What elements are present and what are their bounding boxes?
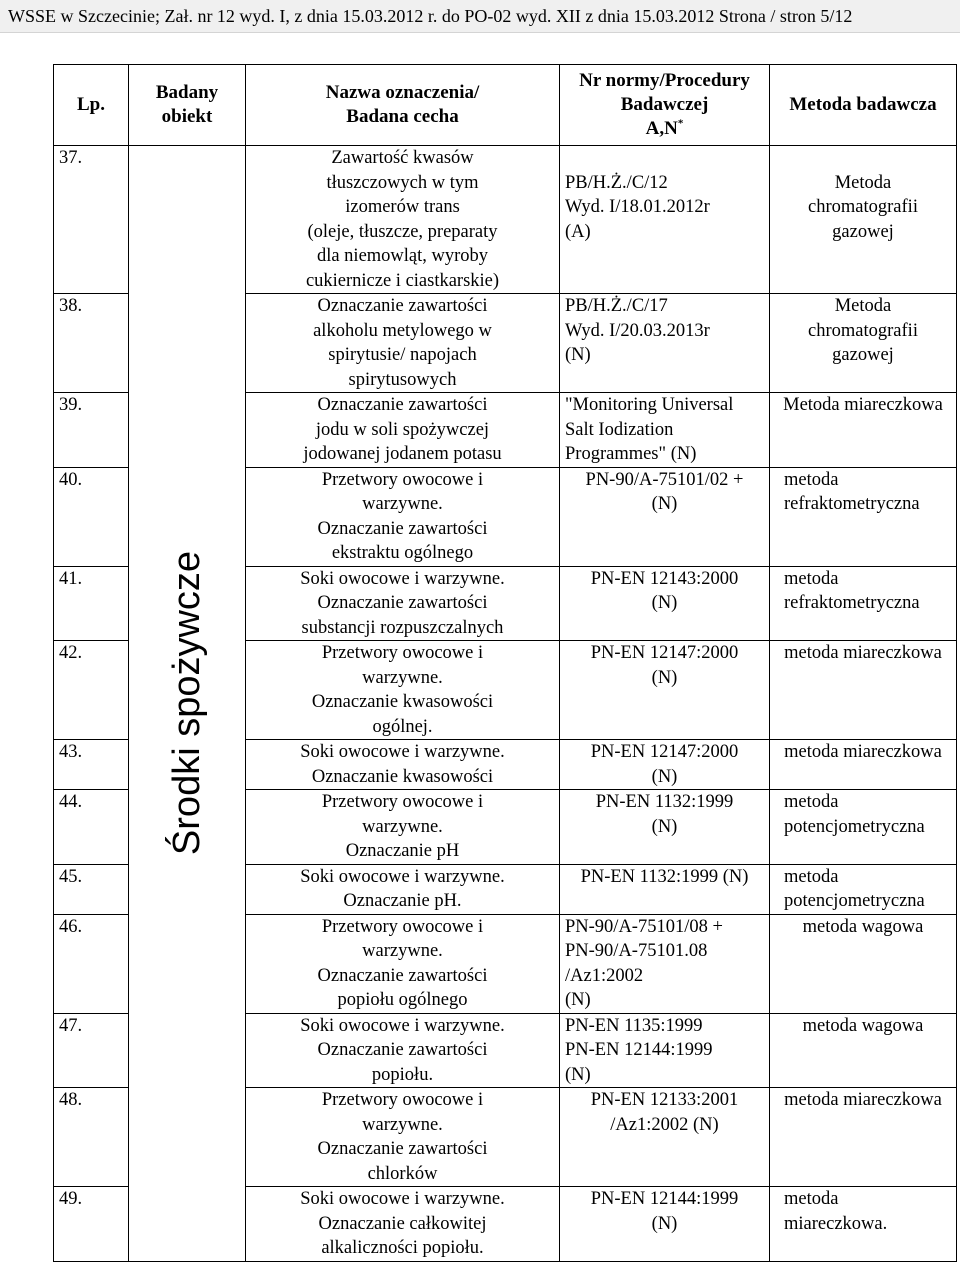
- norm-number: [560, 294, 770, 393]
- test-name: [246, 641, 560, 740]
- test-name-line: Oznaczanie pH: [345, 841, 460, 861]
- norm-number-line: PN-EN 12143:2000: [590, 568, 739, 589]
- test-method-line: metoda wagowa: [802, 1015, 924, 1036]
- norm-number-line: Salt Iodization: [565, 419, 674, 440]
- test-name-line: Soki owocowe i warzywne.: [300, 568, 505, 589]
- norm-number: [560, 393, 770, 468]
- norm-number-line: PN-90/A-75101.08: [565, 941, 708, 961]
- norm-number-line: /Az1:2002 (N): [610, 1114, 719, 1135]
- test-method: [770, 566, 957, 641]
- norm-number-line: (N): [651, 593, 678, 613]
- test-name-line: warzywne.: [362, 1114, 443, 1135]
- norm-number-line: PN-EN 12147:2000: [590, 643, 739, 663]
- test-name-line: ogólnej.: [372, 716, 433, 737]
- test-method-line: metoda: [784, 568, 839, 589]
- document-header: [0, 0, 960, 33]
- test-method: [770, 740, 957, 790]
- norm-number: [560, 1088, 770, 1187]
- norm-number-line: (N): [651, 667, 678, 688]
- test-name-line: substancji rozpuszczalnych: [301, 617, 504, 638]
- test-name: [246, 1187, 560, 1262]
- test-method-line: metoda miareczkowa: [784, 1090, 942, 1110]
- norm-number-line: PB/H.Ż./C/17: [565, 296, 668, 316]
- test-method: [770, 1088, 957, 1187]
- test-method-line: metoda miareczkowa: [784, 643, 942, 663]
- row-number: 42.: [54, 641, 129, 740]
- header-lp: Lp.: [54, 65, 129, 146]
- test-name: [246, 146, 560, 294]
- object-cell: [129, 146, 246, 1262]
- norm-number-line: (N): [651, 816, 678, 837]
- test-method: [770, 864, 957, 914]
- test-method: [770, 790, 957, 865]
- test-method-line: metoda: [784, 792, 839, 812]
- test-name-line: Przetwory owocowe i: [321, 1090, 484, 1110]
- test-method-line: Metoda: [834, 296, 892, 316]
- norm-number-line: (N): [565, 1064, 591, 1085]
- test-name: [246, 1013, 560, 1088]
- row-number: 39.: [54, 393, 129, 468]
- test-method: [770, 467, 957, 566]
- test-method-line: metoda wagowa: [802, 916, 924, 937]
- test-name-line: Oznaczanie zawartości: [317, 593, 488, 613]
- test-method-line: chromatografii: [808, 197, 918, 217]
- norm-number-line: PN-EN 12133:2001: [590, 1090, 739, 1110]
- test-name-line: Soki owocowe i warzywne.: [300, 1015, 505, 1036]
- test-method: [770, 1187, 957, 1262]
- table-header-row: [54, 65, 957, 146]
- norm-number: [560, 566, 770, 641]
- row-number: 40.: [54, 467, 129, 566]
- row-number: 38.: [54, 294, 129, 393]
- test-method-line: refraktometryczna: [784, 494, 920, 514]
- test-name: [246, 864, 560, 914]
- test-name-line: Zawartość kwasów: [331, 148, 474, 168]
- norm-number-line: Wyd. I/20.03.2013r: [565, 320, 710, 341]
- test-name-line: Oznaczanie zawartości: [317, 395, 488, 415]
- row-number: 37.: [54, 146, 129, 294]
- norm-number-line: PN-EN 1135:1999: [565, 1015, 703, 1036]
- test-name-line: (oleje, tłuszcze, preparaty: [307, 221, 498, 242]
- row-number: 41.: [54, 566, 129, 641]
- test-name: [246, 740, 560, 790]
- test-method-line: gazowej: [832, 221, 894, 242]
- norm-number: [560, 1013, 770, 1088]
- test-method-line: gazowej: [832, 345, 894, 365]
- test-name: [246, 393, 560, 468]
- test-name-line: Przetwory owocowe i: [321, 792, 484, 812]
- test-name-line: izomerów trans: [345, 197, 460, 217]
- norm-number-line: Wyd. I/18.01.2012r: [565, 197, 710, 217]
- test-name: [246, 790, 560, 865]
- test-name-line: warzywne.: [362, 494, 443, 514]
- test-name-line: Oznaczanie zawartości: [317, 296, 488, 316]
- test-name-line: Oznaczanie pH.: [343, 891, 462, 911]
- test-name-line: Oznaczanie całkowitej: [318, 1213, 487, 1234]
- norm-number: [560, 146, 770, 294]
- norm-number-line: PN-90/A-75101/08 +: [565, 916, 723, 937]
- test-name-line: warzywne.: [362, 941, 443, 961]
- test-name-line: Soki owocowe i warzywne.: [300, 1189, 505, 1209]
- norm-number-line: PN-EN 12147:2000: [590, 742, 739, 762]
- norm-number-line: PN-EN 12144:1999: [565, 1040, 713, 1060]
- row-number: 49.: [54, 1187, 129, 1262]
- test-method-line: chromatografii: [808, 320, 918, 341]
- test-name-line: Soki owocowe i warzywne.: [300, 866, 505, 887]
- header-object: Badany obiekt: [129, 65, 246, 146]
- test-method-line: [775, 146, 951, 171]
- test-method-line: miareczkowa.: [784, 1213, 888, 1234]
- test-name-line: alkoholu metylowego w: [313, 320, 492, 341]
- test-name-line: Oznaczanie zawartości: [317, 1040, 488, 1060]
- test-name-line: popiołu ogólnego: [337, 990, 468, 1010]
- header-method: Metoda badawcza: [770, 65, 957, 146]
- test-method: [770, 294, 957, 393]
- test-name-line: jodu w soli spożywczej: [315, 419, 490, 440]
- norm-number-line: PN-EN 12144:1999: [590, 1189, 739, 1209]
- test-name-line: warzywne.: [362, 816, 443, 837]
- norm-number: [560, 641, 770, 740]
- test-method-line: metoda: [784, 469, 839, 490]
- norm-number-line: PN-90/A-75101/02 +: [585, 469, 744, 490]
- test-method-line: Metoda: [834, 172, 892, 193]
- norm-number-line: PB/H.Ż./C/12: [565, 172, 668, 193]
- test-name-line: spirytusowych: [348, 369, 457, 390]
- norm-number: [560, 740, 770, 790]
- norm-number: [560, 467, 770, 566]
- norm-number-line: /Az1:2002: [565, 965, 644, 986]
- test-name-line: Soki owocowe i warzywne.: [300, 742, 505, 762]
- test-method-line: refraktometryczna: [784, 593, 920, 613]
- test-method: [770, 1013, 957, 1088]
- object-label: Środki spożywcze: [166, 551, 208, 856]
- test-name: [246, 914, 560, 1013]
- norm-number-line: (N): [651, 1213, 678, 1234]
- test-name-line: alkaliczności popiołu.: [321, 1238, 484, 1258]
- header-text: WSSE w Szczecinie; Zał. nr 12 wyd. I, z dnia 15.03.2012 r. do PO-02 wyd. XII z dnia 15.03.2012 Strona / stron 5/12: [8, 6, 853, 26]
- test-name-line: chlorków: [367, 1163, 438, 1184]
- test-name-line: ekstraktu ogólnego: [331, 543, 474, 563]
- test-method-line: potencjometryczna: [784, 891, 925, 911]
- test-method: [770, 146, 957, 294]
- header-name: Nazwa oznaczenia/ Badana cecha: [246, 65, 560, 146]
- test-name-line: warzywne.: [362, 667, 443, 688]
- table-row: [54, 146, 957, 294]
- test-method-line: metoda: [784, 866, 839, 887]
- test-name-line: Przetwory owocowe i: [321, 916, 484, 937]
- norm-number-line: PN-EN 1132:1999 (N): [580, 866, 749, 887]
- test-name-line: spirytusie/ napojach: [328, 345, 477, 365]
- row-number: 43.: [54, 740, 129, 790]
- test-method: [770, 641, 957, 740]
- test-name: [246, 1088, 560, 1187]
- norm-number-line: Programmes" (N): [565, 444, 697, 464]
- test-name-line: tłuszczowych w tym: [326, 172, 479, 193]
- test-name: [246, 467, 560, 566]
- test-name-line: Oznaczanie zawartości: [317, 518, 488, 539]
- norm-number: [560, 790, 770, 865]
- test-name-line: dla niemowląt, wyroby: [316, 246, 489, 266]
- methods-table: [53, 64, 957, 1262]
- test-name-line: Przetwory owocowe i: [321, 643, 484, 663]
- test-name-line: jodowanej jodanem potasu: [303, 444, 502, 464]
- header-norm: Nr normy/Procedury Badawczej A,N*: [560, 65, 770, 146]
- row-number: 48.: [54, 1088, 129, 1187]
- test-name: [246, 566, 560, 641]
- test-name-line: cukiernicze i ciastkarskie): [305, 270, 500, 291]
- test-method-line: Metoda miareczkowa: [783, 395, 943, 415]
- test-name-line: popiołu.: [371, 1064, 434, 1085]
- test-method-line: metoda: [784, 1189, 839, 1209]
- test-method: [770, 914, 957, 1013]
- test-name-line: Przetwory owocowe i: [321, 469, 484, 490]
- norm-number-line: [565, 146, 764, 171]
- test-name-line: Oznaczanie kwasowości: [311, 692, 494, 712]
- norm-number-line: (N): [651, 494, 678, 514]
- test-name-line: Oznaczanie zawartości: [317, 965, 488, 986]
- test-name-line: Oznaczanie zawartości: [317, 1139, 488, 1159]
- norm-number: [560, 1187, 770, 1262]
- norm-number-line: PN-EN 1132:1999: [595, 792, 734, 812]
- norm-number: [560, 864, 770, 914]
- row-number: 45.: [54, 864, 129, 914]
- row-number: 44.: [54, 790, 129, 865]
- norm-number-line: (A): [565, 221, 591, 242]
- test-method-line: metoda miareczkowa: [784, 742, 942, 762]
- norm-number: [560, 914, 770, 1013]
- test-method: [770, 393, 957, 468]
- norm-number-line: "Monitoring Universal: [565, 395, 734, 415]
- norm-number-line: (N): [651, 766, 678, 787]
- test-method-line: potencjometryczna: [784, 816, 925, 837]
- test-name-line: Oznaczanie kwasowości: [311, 766, 494, 787]
- row-number: 47.: [54, 1013, 129, 1088]
- norm-number-line: (N): [565, 345, 591, 365]
- test-name: [246, 294, 560, 393]
- norm-number-line: (N): [565, 990, 591, 1010]
- row-number: 46.: [54, 914, 129, 1013]
